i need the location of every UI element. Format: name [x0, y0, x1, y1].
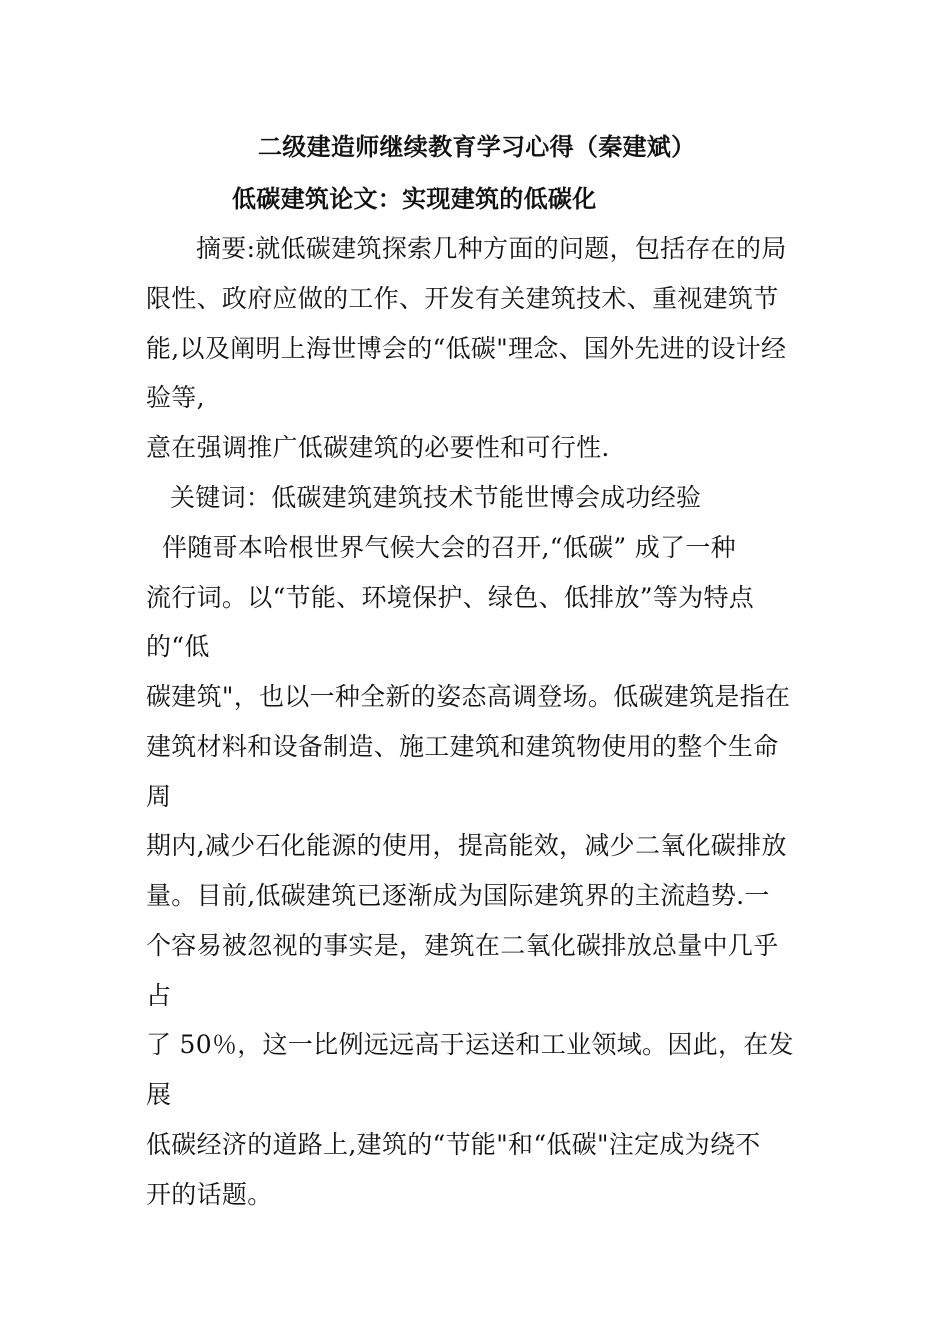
- document-subtitle: 低碳建筑论文：实现建筑的低碳化: [232, 184, 597, 213]
- abstract-line-3: 能,以及阐明上海世博会的“低碳"理念、国外先进的设计经: [146, 334, 787, 363]
- body-line-2: 流行词。以“节能、环境保护、绿色、低排放”等为特点: [146, 583, 755, 612]
- body-line-12: 展: [146, 1080, 172, 1109]
- body-line-4: 碳建筑"，也以一种全新的姿态高调登场。低碳建筑是指在: [146, 682, 791, 711]
- body-line-9: 个容易被忽视的事实是，建筑在二氧化碳排放总量中几乎: [146, 931, 779, 960]
- abstract-line-4: 验等,: [146, 383, 205, 412]
- abstract-line-2: 限性、政府应做的工作、开发有关建筑技术、重视建筑节: [146, 284, 779, 313]
- abstract-line-5: 意在强调推广低碳建筑的必要性和可行性.: [146, 433, 610, 462]
- body-line-6: 周: [146, 782, 172, 811]
- body-line-14: 开的话题。: [146, 1180, 273, 1209]
- keywords-line: 关键词：低碳建筑建筑技术节能世博会成功经验: [170, 483, 702, 512]
- body-line-8: 量。目前,低碳建筑已逐渐成为国际建筑界的主流趋势.一: [146, 881, 770, 910]
- body-line-13: 低碳经济的道路上,建筑的“节能"和“低碳"注定成为绕不: [146, 1130, 761, 1159]
- document-title: 二级建造师继续教育学习心得（秦建斌）: [258, 132, 696, 161]
- body-line-3: 的“低: [146, 632, 210, 661]
- body-line-7: 期内,减少石化能源的使用，提高能效，减少二氧化碳排放: [146, 831, 787, 860]
- body-line-5: 建筑材料和设备制造、施工建筑和建筑物使用的整个生命: [146, 732, 779, 761]
- body-line-10: 占: [146, 981, 172, 1010]
- abstract-line-1: 摘要:就低碳建筑探索几种方面的问题，包括存在的局: [196, 234, 787, 263]
- body-line-11: 了 50％，这一比例远远高于运送和工业领域。因此，在发: [146, 1030, 794, 1059]
- body-line-1: 伴随哥本哈根世界气候大会的召开,“低碳” 成了一种: [162, 533, 736, 562]
